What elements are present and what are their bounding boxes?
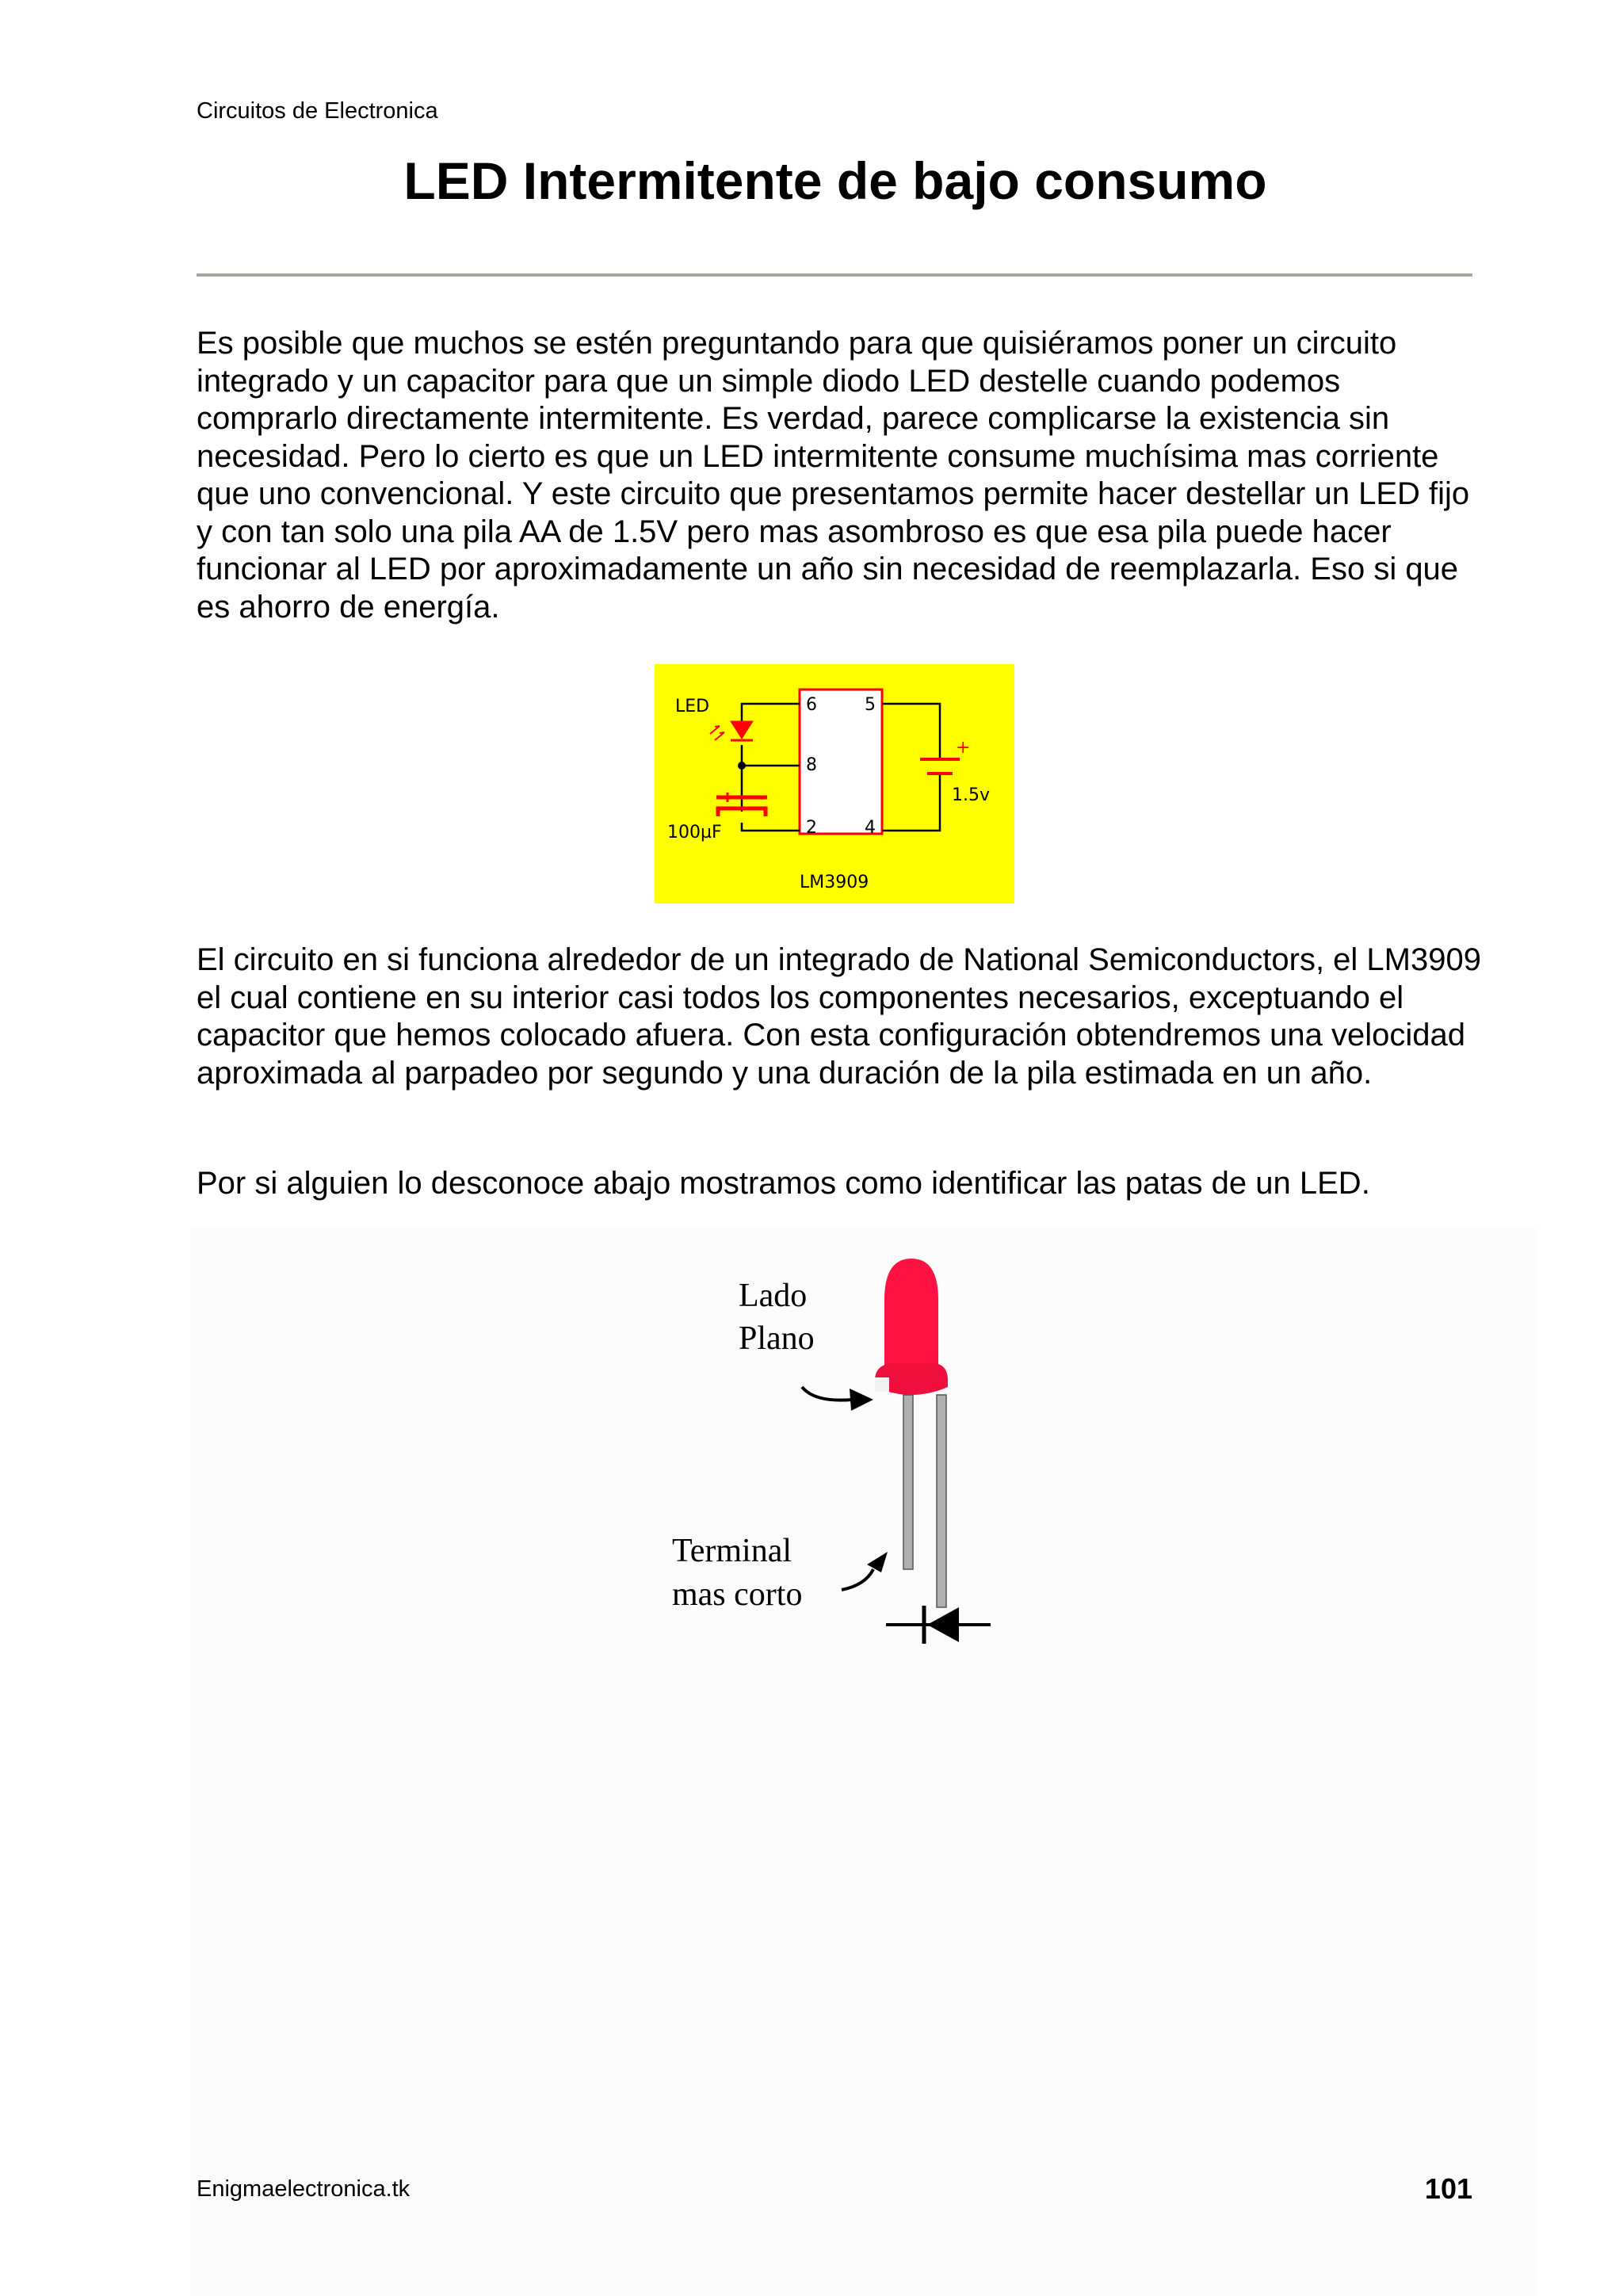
pin-5-label: 5 xyxy=(865,695,876,715)
junction-dot xyxy=(738,762,746,770)
led-leg-short xyxy=(903,1395,913,1569)
flat-side-arrow-icon xyxy=(802,1387,853,1400)
led-label: LED xyxy=(675,697,710,716)
diode-symbol-icon xyxy=(886,1606,991,1644)
flat-side-label-1: Lado xyxy=(739,1278,808,1314)
led-flat-side xyxy=(875,1377,889,1392)
paragraph-led-pins: Por si alguien lo desconoce abajo mostramos como identificar las patas de un LED. xyxy=(197,1166,1370,1201)
battery-voltage-label: 1.5v xyxy=(952,785,991,805)
pin-2-label: 2 xyxy=(806,818,817,838)
battery-plus-sign: + xyxy=(956,738,971,758)
paragraph-circuit: El circuito en si funciona alrededor de un integrado de National Semiconductors, el LM3909 el cual contiene en su interior casi todos los componentes necesarios, exceptuando el capacitor que hemos colocado afuera. Con esta configuración obtendremos una velocidad aproximada al parpadeo por segundo y una duración de la pila estimada en un año. xyxy=(197,942,1481,1091)
page-number: 101 xyxy=(1424,2172,1472,2205)
ic-label: LM3909 xyxy=(800,873,869,892)
pin-8-label: 8 xyxy=(806,755,817,775)
capacitor-label: 100µF xyxy=(667,823,722,842)
led-leg-long xyxy=(937,1395,946,1607)
title-divider xyxy=(197,273,1472,277)
short-leg-arrowhead-icon xyxy=(867,1552,888,1572)
short-leg-label-1: Terminal xyxy=(672,1533,792,1569)
short-leg-arrow-icon xyxy=(842,1569,873,1590)
footer-site: Enigmaelectronica.tk xyxy=(197,2176,411,2202)
flat-side-label-2: Plano xyxy=(739,1320,815,1357)
lm3909-schematic xyxy=(655,664,1014,904)
flat-side-arrowhead-icon xyxy=(850,1389,873,1411)
pin-4-label: 4 xyxy=(865,818,876,838)
running-head: Circuitos de Electronica xyxy=(197,98,438,124)
short-leg-label-2: mas corto xyxy=(672,1576,803,1613)
paragraph-intro: Es posible que muchos se estén preguntando para que quisiéramos poner un circuito integrado y un capacitor para que un simple diodo LED destelle cuando podemos comprarlo directamente intermitente. Es verdad, parece complicarse la existencia sin necesidad. Pero lo cierto es que un LED intermitente consume muchísima mas corriente que uno convencional. Y este circuito que presentamos permite hacer destellar un LED fijo y con tan solo una pila AA de 1.5V pero mas asombroso es que esa pila puede hacer funcionar al LED por aproximadamente un año sin necesidad de reemplazarla. Eso si que es ahorro de energía. xyxy=(197,326,1470,625)
led-pinout-diagram xyxy=(666,1244,1014,1656)
page-title: LED Intermitente de bajo consumo xyxy=(403,151,1267,210)
led-dome xyxy=(884,1259,938,1379)
pin-6-label: 6 xyxy=(806,695,817,715)
